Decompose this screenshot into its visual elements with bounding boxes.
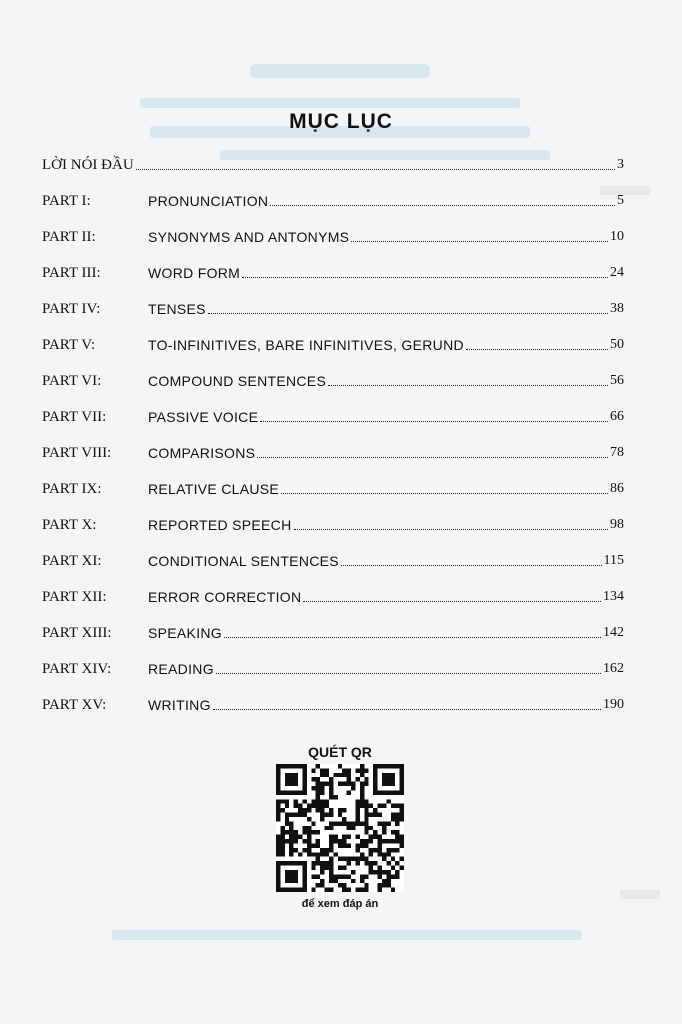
toc-page-number: 190 xyxy=(603,697,624,712)
toc-topic: PRONUNCIATION xyxy=(148,193,269,209)
toc-part-label: LỜI NÓI ĐẦU xyxy=(42,157,134,173)
toc-leader-dots xyxy=(341,565,602,566)
toc-leader-dots xyxy=(294,529,609,530)
toc-page-number: 142 xyxy=(603,625,624,640)
toc-part-label: PART XIV: xyxy=(42,661,112,677)
toc-row xyxy=(42,548,624,570)
toc-page-number: 5 xyxy=(617,193,624,208)
toc-leader-dots xyxy=(281,493,608,494)
toc-part-label: PART IX: xyxy=(42,481,102,497)
toc-row xyxy=(42,440,624,462)
toc-part-label: PART VIII: xyxy=(42,445,112,461)
qr-block xyxy=(276,742,404,912)
toc-leader-dots xyxy=(216,673,601,674)
toc-topic: RELATIVE CLAUSE xyxy=(148,481,280,497)
toc-page-number: 56 xyxy=(610,373,624,388)
toc-page-number: 50 xyxy=(610,337,624,352)
toc-topic: SYNONYMS AND ANTONYMS xyxy=(148,229,350,245)
toc-row xyxy=(42,296,624,318)
toc-page-number: 134 xyxy=(603,589,624,604)
toc-page-number: 98 xyxy=(610,517,624,532)
toc-topic: REPORTED SPEECH xyxy=(148,517,292,533)
toc-topic: WORD FORM xyxy=(148,265,241,281)
toc-part-label: PART X: xyxy=(42,517,97,533)
qr-code-icon[interactable] xyxy=(276,764,404,892)
toc-part-label: PART XII: xyxy=(42,589,107,605)
toc-leader-dots xyxy=(328,385,608,386)
toc-topic: COMPOUND SENTENCES xyxy=(148,373,327,389)
toc-row xyxy=(42,260,624,282)
toc-row xyxy=(42,512,624,534)
toc-part-label: PART V: xyxy=(42,337,96,353)
toc-topic: TO-INFINITIVES, BARE INFINITIVES, GERUND xyxy=(148,337,464,353)
toc-page-number: 3 xyxy=(617,157,624,172)
toc-row xyxy=(42,404,624,426)
toc-leader-dots xyxy=(466,349,608,350)
toc-leader-dots xyxy=(208,313,608,314)
toc-page-number: 162 xyxy=(603,661,624,676)
toc-row xyxy=(42,332,624,354)
toc-leader-dots xyxy=(270,205,615,206)
toc-topic: PASSIVE VOICE xyxy=(148,409,259,425)
toc-topic: ERROR CORRECTION xyxy=(148,589,302,605)
toc-leader-dots xyxy=(351,241,608,242)
toc-row xyxy=(42,620,624,642)
toc-page-number: 66 xyxy=(610,409,624,424)
toc-topic: SPEAKING xyxy=(148,625,222,641)
toc-part-label: PART XIII: xyxy=(42,625,112,641)
toc-topic: COMPARISONS xyxy=(148,445,256,461)
toc-leader-dots xyxy=(213,709,601,710)
toc-leader-dots xyxy=(260,421,608,422)
toc-page-number: 38 xyxy=(610,301,624,316)
toc-part-label: PART IV: xyxy=(42,301,101,317)
toc-topic: CONDITIONAL SENTENCES xyxy=(148,553,339,569)
toc-part-label: PART III: xyxy=(42,265,101,281)
page-title: MỤC LỤC xyxy=(289,110,393,133)
toc-part-label: PART I: xyxy=(42,193,91,209)
toc-row-intro xyxy=(42,152,624,174)
toc-page-number: 115 xyxy=(603,553,624,568)
toc-part-label: PART VI: xyxy=(42,373,102,389)
toc-page-number: 86 xyxy=(610,481,624,496)
toc-part-label: PART II: xyxy=(42,229,96,245)
toc-part-label: PART VII: xyxy=(42,409,107,425)
qr-title: QUÉT QR xyxy=(308,744,372,760)
toc-page-number: 78 xyxy=(610,445,624,460)
toc-topic: READING xyxy=(148,661,214,677)
toc-row xyxy=(42,476,624,498)
toc-topic: WRITING xyxy=(148,697,211,713)
toc-row xyxy=(42,656,624,678)
toc-row xyxy=(42,224,624,246)
toc-topic: TENSES xyxy=(148,301,206,317)
toc-page-number: 10 xyxy=(610,229,624,244)
toc-leader-dots xyxy=(136,169,615,170)
toc-leader-dots xyxy=(224,637,601,638)
toc-part-label: PART XV: xyxy=(42,697,107,713)
toc-page-number: 24 xyxy=(610,265,624,280)
toc-row xyxy=(42,368,624,390)
toc-leader-dots xyxy=(303,601,601,602)
toc-row xyxy=(42,692,624,714)
toc-leader-dots xyxy=(257,457,608,458)
qr-caption: để xem đáp án xyxy=(301,898,379,910)
toc-leader-dots xyxy=(242,277,608,278)
toc-part-label: PART XI: xyxy=(42,553,102,569)
toc-row xyxy=(42,584,624,606)
toc-row xyxy=(42,188,624,210)
